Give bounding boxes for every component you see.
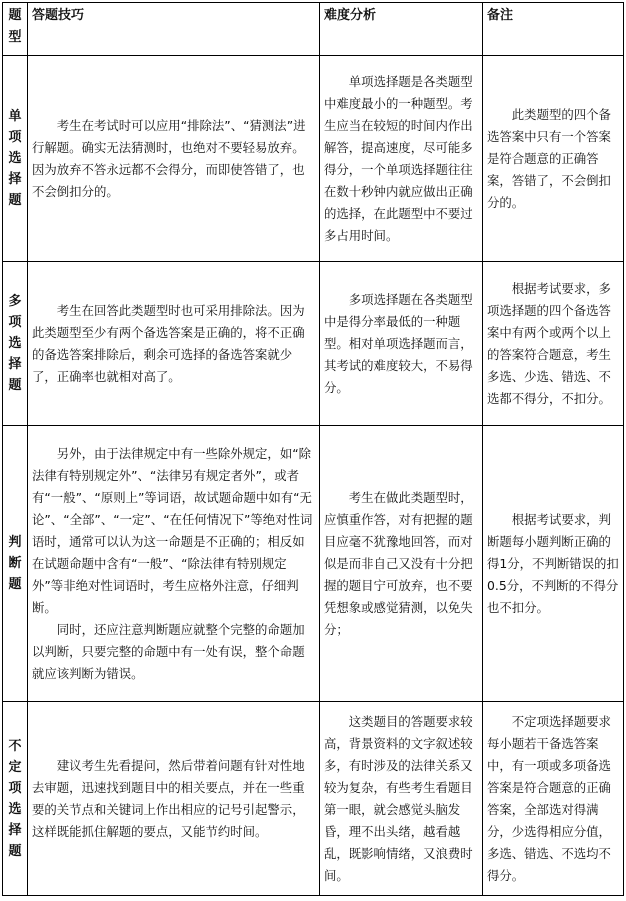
type-cell: 不 定 项 选 择 题	[3, 702, 28, 896]
remark-cell	[483, 56, 624, 262]
header-remark: 备注	[483, 3, 624, 56]
tips-cell	[28, 426, 320, 702]
row-single-choice	[3, 56, 624, 262]
row-indefinite-choice	[3, 702, 624, 896]
type-cell: 单 项 选 择 题	[3, 56, 28, 262]
tips-paragraph: 考生在考试时可以应用“排除法”、“猜测法”进行解题。确实无法猜测时，也绝对不要轻易放弃。因为放弃不答永远都不会得分，而即使答错了，也不会倒扣分的。	[32, 117, 306, 199]
tips-paragraph: 考生在回答此类题型时也可采用排除法。因为此类题型至少有两个备选答案是正确的，将不正确的备选答案排除后，剩余可选择的备选答案就少了，正确率也就相对高了。	[32, 302, 305, 384]
difficulty-cell	[320, 426, 483, 702]
difficulty-text: 考生在做此类题型时，应慎重作答，对有把握的题目应毫不犹豫地回答，而对似是而非自己又没有十分把握的题目宁可放弃，也不要凭想象或感觉猜测，以免失分；	[324, 489, 473, 637]
row-true-false	[3, 426, 624, 702]
tips-cell	[28, 262, 320, 426]
header-type: 题型	[3, 3, 28, 56]
remark-text: 根据考试要求，多项选择题的四个备选答案中有两个或两个以上的答案符合题意，考生多选、少选、错选、不选都不得分，不扣分。	[487, 280, 611, 406]
remark-text: 不定项选择题要求每小题若干备选答案中，有一项或多项备选答案是符合题意的正确答案，全部选对得满分，少选得相应分值，多选、错选、不选均不得分。	[487, 713, 611, 883]
difficulty-cell	[320, 56, 483, 262]
header-row	[3, 3, 624, 56]
difficulty-text: 这类题目的答题要求较高，背景资料的文字叙述较多，有时涉及的法律关系又较为复杂，有些考生看题目第一眼，就会感觉头脑发昏，理不出头绪，越看越乱，既影响情绪，又浪费时间。	[324, 713, 473, 883]
difficulty-cell	[320, 702, 483, 896]
remark-text: 此类题型的四个备选答案中只有一个答案是符合题意的正确答案，答错了，不会倒扣分的。	[487, 106, 611, 210]
tips-paragraph: 另外，由于法律规定中有一些除外规定，如“除法律有特别规定外”、“法律另有规定者外”，或者有“一般”、“原则上”等词语，故试题命题中如有“无论”、“全部”、“一定”、“在任何情况下”等绝对性词语时，通常可以认为这一命题是不正确的；相反如在试题命题中含有“一般”、“除法律有特别规定外”等非绝对性词语时，考生应格外注意，仔细判断。	[32, 445, 313, 615]
tips-paragraph: 同时，还应注意判断题应就整个完整的命题加以判断，只要完整的命题中有一处有误，整个命题就应该判断为错误。	[32, 621, 305, 681]
remark-cell	[483, 262, 624, 426]
tips-cell	[28, 56, 320, 262]
difficulty-text: 单项选择题是各类题型中难度最小的一种题型。考生应当在较短的时间内作出解答，提高速度，尽可能多得分，一个单项选择题往往在数十秒钟内就应做出正确的选择，在此题型中不要过多占用时间。	[324, 73, 473, 243]
type-cell: 判 断 题	[3, 426, 28, 702]
exam-tips-table	[2, 2, 624, 896]
header-difficulty: 难度分析	[320, 3, 483, 56]
remark-cell	[483, 426, 624, 702]
remark-text: 根据考试要求，判断题每小题判断正确的得1分，不判断错误的扣0.5分，不判断的不得分也不扣分。	[487, 511, 619, 615]
tips-cell	[28, 702, 320, 896]
tips-paragraph: 建议考生先看提问，然后带着问题有针对性地去审题，迅速找到题目中的相关要点，并在一些重要的关节点和关键词上作出相应的记号引起警示，这样既能抓住解题的要点，又能节约时间。	[32, 757, 305, 839]
remark-cell	[483, 702, 624, 896]
difficulty-text: 多项选择题在各类题型中是得分率最低的一种题型。相对单项选择题而言，其考试的难度较大，不易得分。	[324, 291, 473, 395]
header-tips: 答题技巧	[28, 3, 320, 56]
type-cell: 多 项 选 择 题	[3, 262, 28, 426]
difficulty-cell	[320, 262, 483, 426]
row-multiple-choice	[3, 262, 624, 426]
